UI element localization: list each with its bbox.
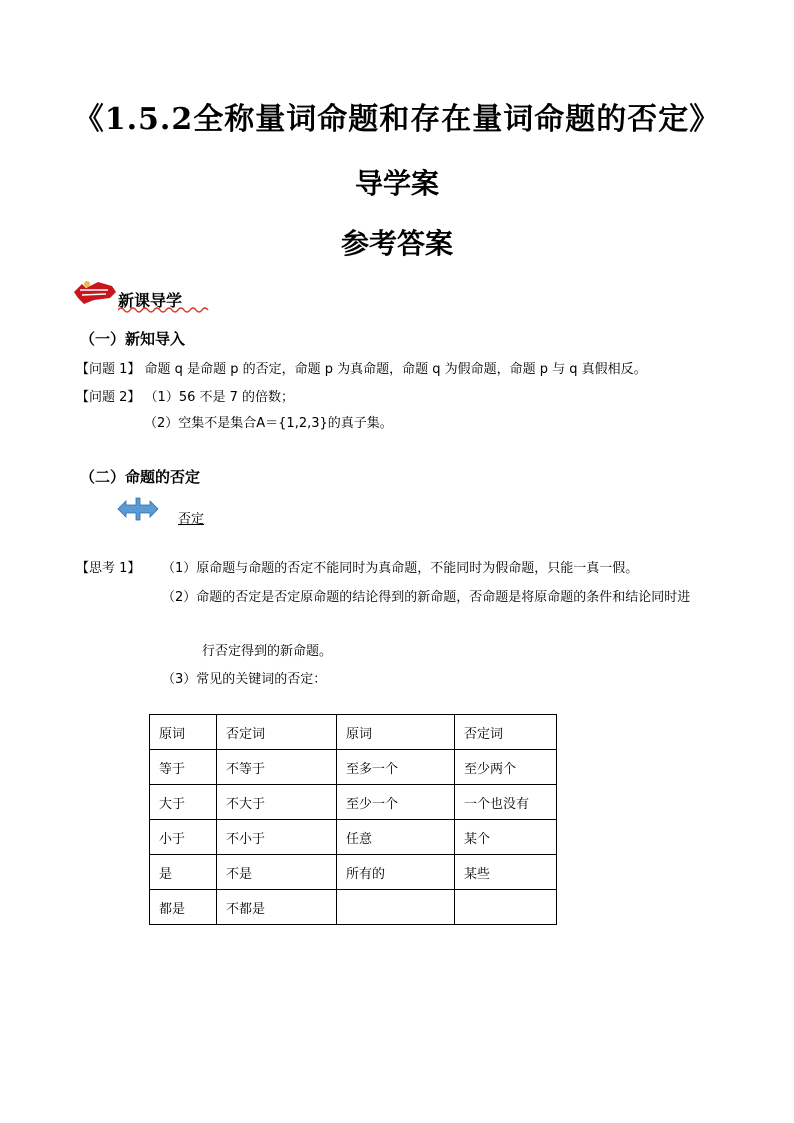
- table-cell: 等于: [150, 750, 217, 785]
- question-1-text: 命题 q 是命题 p 的否定，命题 p 为真命题，命题 q 为假命题，命题 p 与 q 真假相反。: [144, 362, 647, 377]
- table-cell: 不小于: [217, 820, 337, 855]
- answer-heading: 参考答案: [340, 227, 453, 260]
- table-cell: [337, 890, 455, 925]
- table-cell: 某些: [455, 855, 557, 890]
- table-cell: 不是: [217, 855, 337, 890]
- think-1-label: 【思考 1】: [76, 561, 141, 576]
- table-row: [150, 855, 557, 890]
- negation-label: 否定: [178, 512, 205, 527]
- table-cell: 所有的: [337, 855, 455, 890]
- table-cell: 都是: [150, 890, 217, 925]
- table-cell: 一个也没有: [455, 785, 557, 820]
- table-cell: 任意: [337, 820, 455, 855]
- table-cell: 至多一个: [337, 750, 455, 785]
- document-title: 《1.5.2全称量词命题和存在量词命题的否定》: [73, 102, 721, 137]
- table-row: [150, 890, 557, 925]
- table-cell: 是: [150, 855, 217, 890]
- table-cell: 某个: [455, 820, 557, 855]
- table-cell: 大于: [150, 785, 217, 820]
- table-cell: 不等于: [217, 750, 337, 785]
- part2-heading: （二）命题的否定: [80, 468, 201, 486]
- section-title: 新课导学: [118, 291, 183, 310]
- table-row: [150, 750, 557, 785]
- red-logo-icon: [72, 278, 118, 306]
- table-cell: [455, 890, 557, 925]
- table-cell: 至少一个: [337, 785, 455, 820]
- think-1-line-3: （3）常见的关键词的否定：: [162, 672, 327, 687]
- table-cell: 不大于: [217, 785, 337, 820]
- table-header-cell: 原词: [150, 715, 217, 750]
- question-2-label: 【问题 2】: [76, 390, 141, 405]
- question-1: [76, 358, 647, 377]
- think-1: [76, 557, 140, 576]
- keyword-negation-table: [149, 714, 557, 925]
- table-row: [150, 820, 557, 855]
- table-cell: 至少两个: [455, 750, 557, 785]
- think-1-line-2-continued: 行否定得到的新命题。: [202, 644, 333, 659]
- table-header-cell: 否定词: [217, 715, 337, 750]
- table-header-row: [150, 715, 557, 750]
- wavy-underline: [118, 306, 210, 314]
- table-cell: 小于: [150, 820, 217, 855]
- think-1-line-1: （1）原命题与命题的否定不能同时为真命题，不能同时为假命题，只能一真一假。: [162, 561, 639, 576]
- double-arrow-icon: [116, 496, 160, 522]
- table-header-cell: 否定词: [455, 715, 557, 750]
- question-2: [76, 386, 294, 405]
- document-subtitle: 导学案: [354, 167, 439, 200]
- question-2-line-2: （2）空集不是集合A＝{1,2,3}的真子集。: [144, 416, 393, 431]
- question-2-line-1: （1）56 不是 7 的倍数；: [144, 390, 295, 405]
- table-header-cell: 原词: [337, 715, 455, 750]
- part1-heading: （一）新知导入: [80, 330, 186, 348]
- table-cell: 不都是: [217, 890, 337, 925]
- question-1-label: 【问题 1】: [76, 362, 141, 377]
- table-row: [150, 785, 557, 820]
- think-1-line-2: （2）命题的否定是否定原命题的结论得到的新命题，否命题是将原命题的条件和结论同时进: [162, 590, 691, 605]
